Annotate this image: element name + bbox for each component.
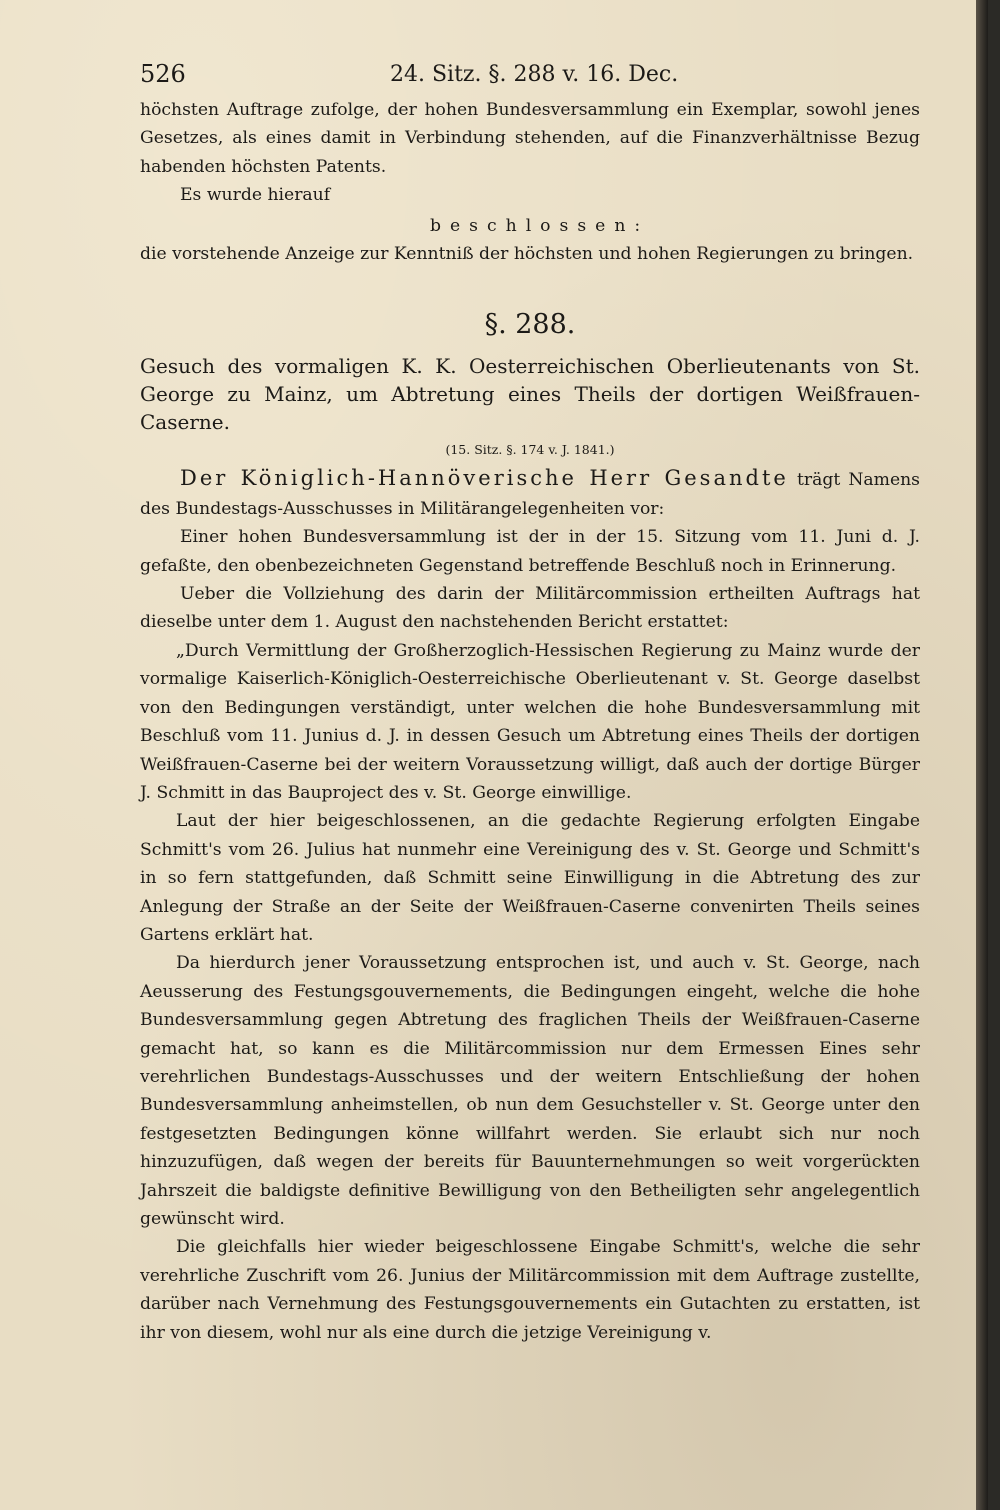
quote-paragraph: „Durch Vermittlung der Großherzoglich-Hessischen Regierung zu Mainz wurde der vormalige Kaiserlich-Königlich-Oesterreichische Oberlieutenant v. St. George daselbst von den Bedingungen verständigt, unter welchen die hohe Bundesversammlung mit Beschluß vom 11. Junius d. J. in dessen Gesuch um Abtretung eines Theils der dortigen Weißfrauen-Caserne bei der weitern Voraussetzung willigt, daß auch der dortige Bürger J. Schmitt in das Bauproject des v. St. George einwillige. [140,640,920,803]
section-title: Gesuch des vormaligen K. K. Oesterreichischen Oberlieutenants von St. George zu Mainz, um Abtretung eines Theils der dortigen Weißfrauen-Caserne. [140,354,920,435]
paragraph: Einer hohen Bundesversammlung ist der in der 15. Sitzung vom 11. Juni d. J. gefaßte, den obenbezeichneten Gegenstand betreffende Beschluß noch in Erinnerung. [140,527,920,576]
speaker-text: trägt Namens des Bundestags-Ausschusses in Militärangelegenheiten vor: [140,470,921,519]
speaker-name: Der Königlich-Hannöverische Herr Gesandte [180,466,789,491]
paragraph: die vorstehende Anzeige zur Kenntniß der höchsten und hohen Regierungen zu bringen. [140,244,914,265]
section-reference: (15. Sitz. §. 174 v. J. 1841.) [445,442,615,458]
page-header [140,60,918,94]
page-edge-shadow [976,0,988,1510]
paragraph: Ueber die Vollziehung des darin der Militärcommission ertheilten Auftrags hat dieselbe unter dem 1. August den nachstehenden Bericht erstattet: [140,584,920,633]
quoted-report [140,637,920,1347]
resolution-heading: beschlossen: [430,215,650,236]
paragraph [140,464,920,523]
section-number: §. 288. [484,309,576,341]
running-title: 24. Sitz. §. 288 v. 16. Dec. [390,62,679,87]
paragraph: höchsten Auftrage zufolge, der hohen Bundesversammlung ein Exemplar, sowohl jenes Gesetzes, als eines damit in Verbindung stehenden, auf die Finanzverhältnisse Bezug habenden höchsten Patents. [140,100,920,177]
quote-paragraph: Laut der hier beigeschlossenen, an die gedachte Regierung erfolgten Eingabe Schmitt's vom 26. Julius hat nunmehr eine Vereinigung des v. St. George und Schmitt's in so fern stattgefunden, daß Schmitt seine Einwilligung in die Abtretung des zur Anlegung der Straße an der Seite der Weißfrauen-Caserne convenirten Theils seines Gartens erklärt hat. [140,811,920,945]
page-number: 526 [140,60,186,88]
quote-paragraph: Die gleichfalls hier wieder beigeschlossene Eingabe Schmitt's, welche die sehr verehrliche Zuschrift vom 26. Junius der Militärcommission mit dem Auftrage zustellte, darüber nach Vernehmung des Festungsgouvernements ein Gutachten zu erstatten, ist ihr von diesem, wohl nur als eine durch die jetzige Vereinigung v. [140,1237,920,1343]
page-content [140,96,920,1347]
paragraph: Es wurde hierauf [180,185,331,206]
quote-paragraph: Da hierdurch jener Voraussetzung entsprochen ist, und auch v. St. George, nach Aeusserung des Festungsgouvernements, die Bedingungen eingeht, welche die hohe Bundesversammlung gegen Abtretung des fraglichen Theils der Weißfrauen-Caserne gemacht hat, so kann es die Militärcommission nur dem Ermessen Eines sehr verehrlichen Bundestags-Ausschusses und der weitern Entschließung der hohen Bundesversammlung anheimstellen, ob nun dem Gesuchsteller v. St. George unter den festgesetzten Bedingungen könne willfahrt werden. Sie erlaubt sich nur noch hinzuzufügen, daß wegen der bereits für Bauunternehmungen so weit vorgerückten Jahrszeit die baldigste definitive Bewilligung von den Betheiligten sehr angelegentlich gewünscht wird. [140,953,920,1229]
